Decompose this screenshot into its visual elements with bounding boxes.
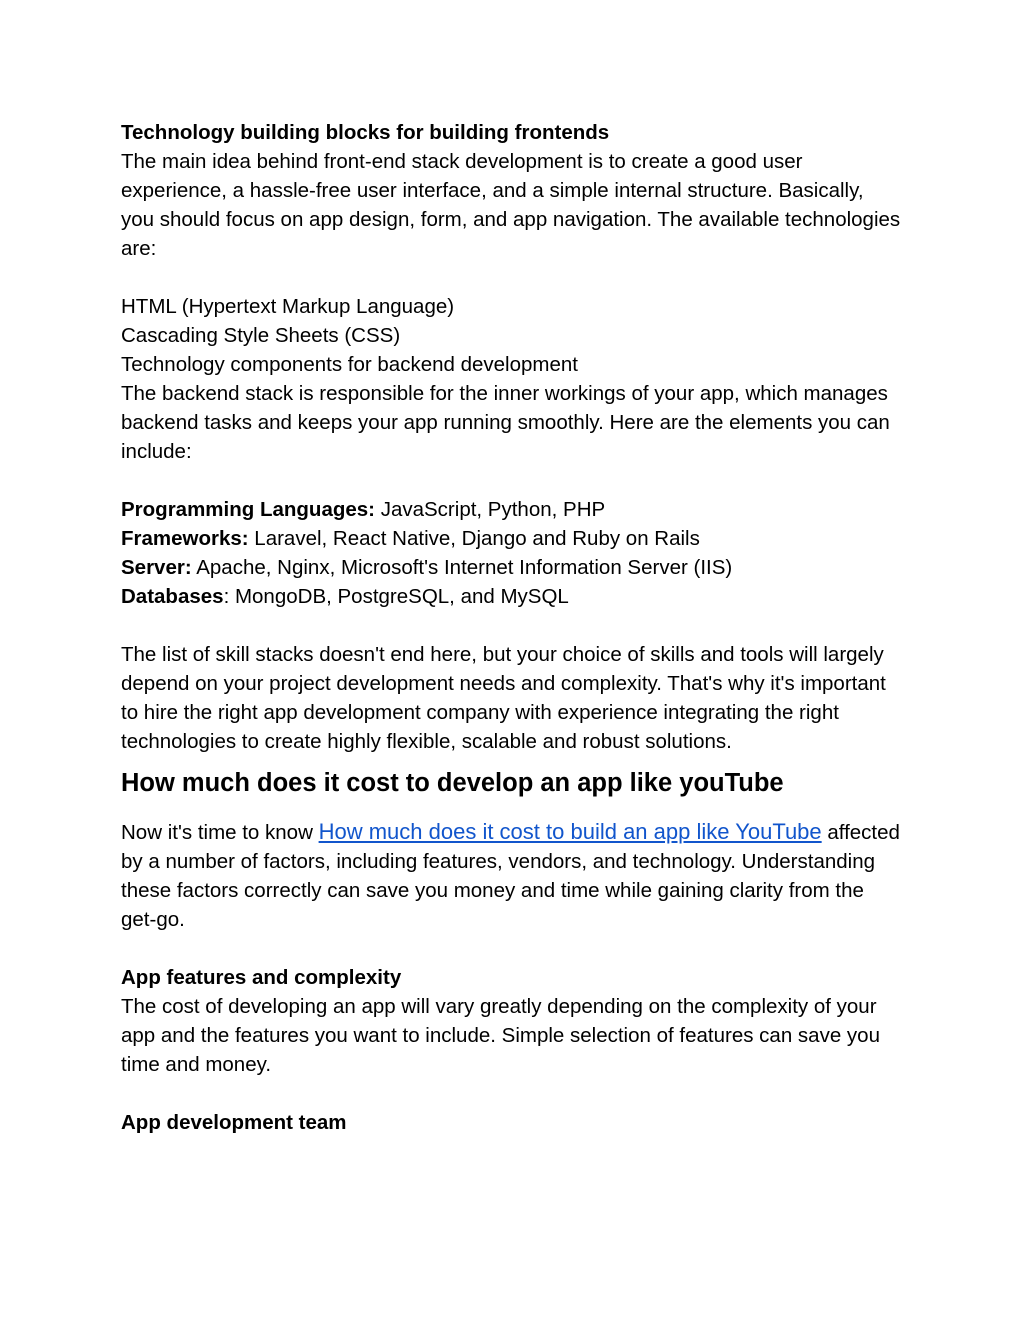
cost-heading: How much does it cost to develop an app like youTube xyxy=(121,769,784,797)
backend-intro: The backend stack is responsible for the inner workings of your app, which manages backend tasks and keeps your app running smoothly. Here are the elements you can include: xyxy=(121,382,890,463)
backend-item-databases xyxy=(121,582,901,611)
spacer xyxy=(121,263,901,292)
frontend-heading: Technology building blocks for building frontends xyxy=(121,121,610,144)
backend-item-label: Frameworks: xyxy=(121,527,249,550)
features-paragraph: The cost of developing an app will vary greatly depending on the complexity of your app and the features you want to include. Simple selection of features can save you time and money. xyxy=(121,995,880,1076)
features-heading: App features and complexity xyxy=(121,966,402,989)
cost-intro-after: affected by a number of factors, including features, vendors, and technology. Understanding these factors correctly can save you money and time while gaining clarity from the get-go. xyxy=(121,821,900,931)
spacer xyxy=(121,611,901,640)
backend-item-label: Databases xyxy=(121,585,224,608)
frontend-intro: The main idea behind front-end stack development is to create a good user experience, a hassle-free user interface, and a simple internal structure. Basically, you should focus on app design, form, and app navigation. The available technologies are: xyxy=(121,150,901,260)
backend-item-frameworks xyxy=(121,524,901,553)
spacer xyxy=(121,466,901,495)
youtube-cost-link[interactable]: How much does it cost to build an app like YouTube xyxy=(318,819,822,844)
cost-intro xyxy=(121,817,901,934)
document-page xyxy=(121,118,901,1137)
spacer xyxy=(121,1079,901,1108)
backend-item-label: Programming Languages: xyxy=(121,498,376,521)
spacer xyxy=(121,934,901,963)
frontend-item-html: HTML (Hypertext Markup Language) xyxy=(121,295,455,318)
backend-item-label: Server: xyxy=(121,556,192,579)
team-heading: App development team xyxy=(121,1111,347,1134)
backend-item-value: Apache, Nginx, Microsoft's Internet Information Server (IIS) xyxy=(191,556,733,579)
backend-item-languages xyxy=(121,495,901,524)
cost-intro-before: Now it's time to know xyxy=(121,821,319,844)
backend-item-server xyxy=(121,553,901,582)
skills-paragraph: The list of skill stacks doesn't end here, but your choice of skills and tools will largely depend on your project development needs and complexity. That's why it's important to hire the right app development company with experience integrating the right technologies to create highly flexible, scalable and robust solutions. xyxy=(121,643,886,753)
frontend-item-css: Cascading Style Sheets (CSS) xyxy=(121,324,401,347)
backend-item-value: JavaScript, Python, PHP xyxy=(375,498,606,521)
backend-item-value: Laravel, React Native, Django and Ruby on Rails xyxy=(248,527,700,550)
backend-item-value: : MongoDB, PostgreSQL, and MySQL xyxy=(223,585,569,608)
backend-heading: Technology components for backend development xyxy=(121,353,578,376)
